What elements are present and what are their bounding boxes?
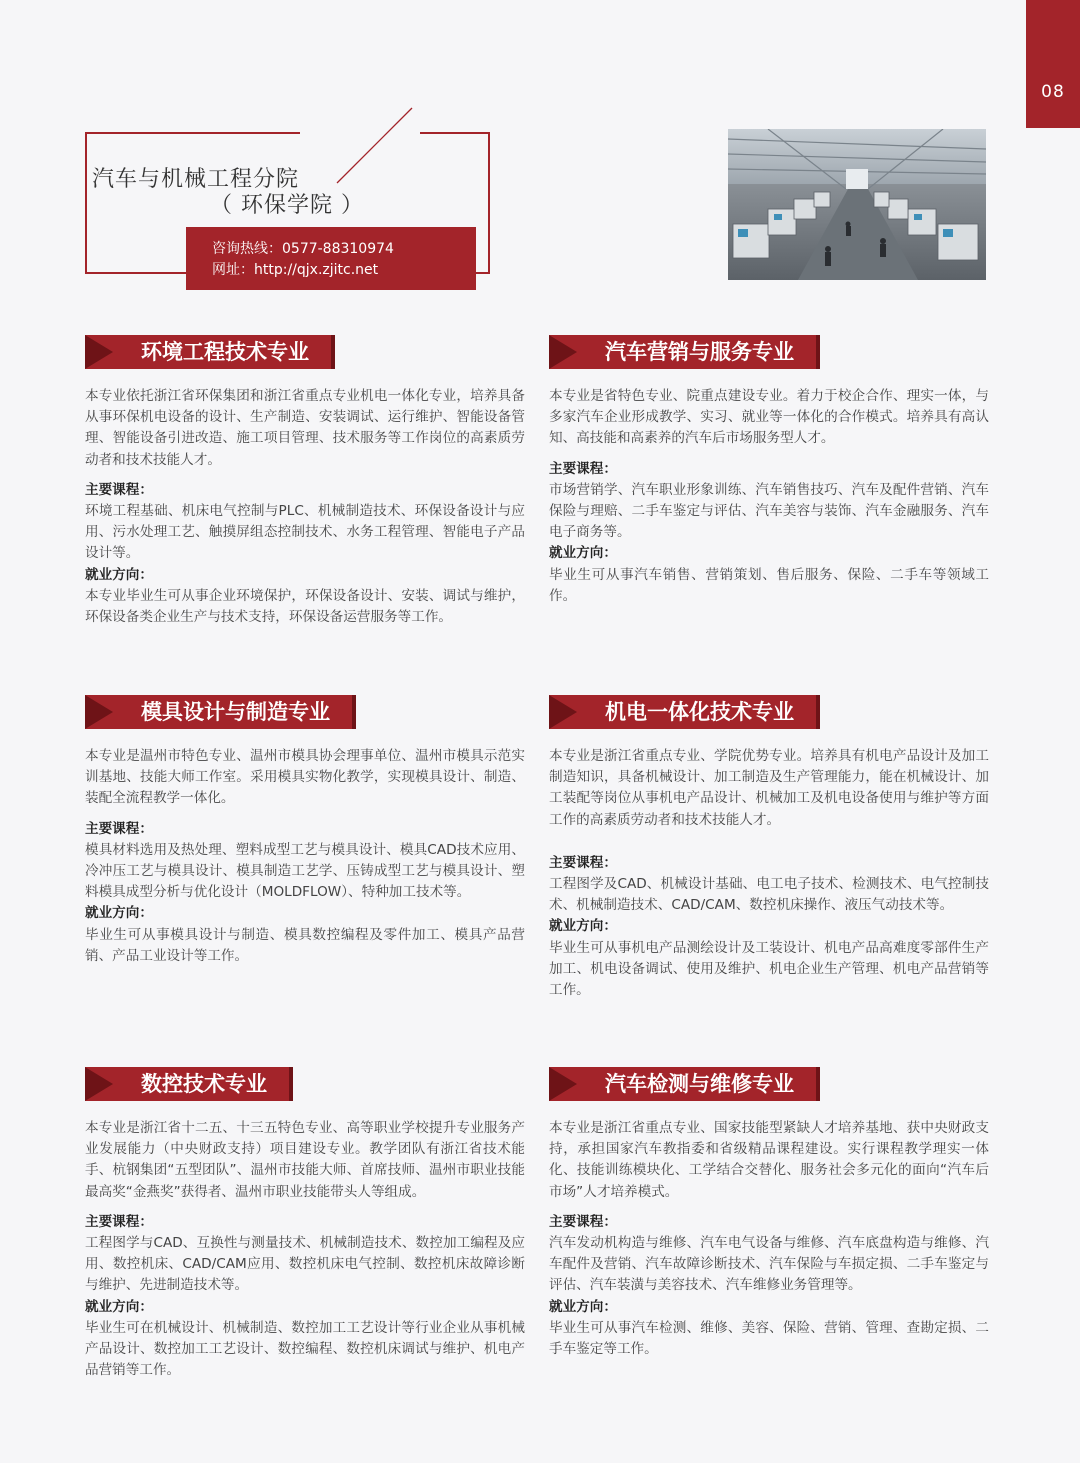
courses-label: 主要课程： [85, 820, 153, 837]
section-title: 环境工程技术专业 [121, 335, 333, 369]
career-label: 就业方向： [549, 918, 617, 935]
career-label: 就业方向： [85, 905, 153, 922]
section-title: 汽车检测与维修专业 [585, 1067, 818, 1101]
career-text: 本专业毕业生可从事企业环境保护，环保设备设计、安装、调试与维护，环保设备类企业生产与技术支持，环保设备运营服务等工作。 [85, 587, 525, 626]
courses-text: 市场营销学、汽车职业形象训练、汽车销售技巧、汽车及配件营销、汽车保险与理赔、二手车鉴定与评估、汽车美容与装饰、汽车金融服务、汽车电子商务等。 [549, 481, 989, 541]
courses-text: 工程图学及CAD、机械设计基础、电工电子技术、检测技术、电气控制技术、机械制造技术、CAD/CAM、数控机床操作、液压气动技术等。 [549, 876, 989, 914]
heading-ribbon-icon [85, 692, 125, 732]
career-text: 毕业生可在机械设计、机械制造、数控加工工艺设计等行业企业从事机械产品设计、数控加工工艺设计、数控编程、数控机床调试与维护、机电产品营销等工作。 [85, 1319, 525, 1379]
courses-label: 主要课程： [549, 1213, 617, 1230]
major-section-cnc [85, 1064, 525, 1381]
major-section-environmental [85, 332, 525, 628]
section-intro: 本专业依托浙江省环保集团和浙江省重点专业机电一体化专业，培养具备从事环保机电设备的设计、生产制造、安装调试、运行维护、智能设备管理、智能设备引进改造、施工项目管理、技术服务等工作岗位的高素质劳动者和技术技能人才。 [85, 388, 525, 468]
career-label: 就业方向： [549, 1298, 617, 1315]
heading-ribbon-icon [549, 332, 589, 372]
heading-ribbon-icon [85, 332, 125, 372]
heading-ribbon-icon [549, 692, 589, 732]
section-heading [549, 1064, 989, 1104]
career-text: 毕业生可从事机电产品测绘设计及工装设计、机电产品高难度零部件生产加工、机电设备调试、使用及维护、机电企业生产管理、机电产品营销等工作。 [549, 939, 989, 999]
section-intro: 本专业是省特色专业、院重点建设专业。着力于校企合作、理实一体，与多家汽车企业形成教学、实习、就业等一体化的合作模式。培养具有高认知、高技能和高素养的汽车后市场服务型人才。 [549, 388, 989, 447]
hotline: 咨询热线：0577-88310974 [212, 241, 394, 257]
courses-text: 工程图学与CAD、互换性与测量技术、机械制造技术、数控加工编程及应用、数控机床、CAD/CAM应用、数控机床电气控制、数控机床故障诊断与维护、先进制造技术等。 [85, 1235, 525, 1294]
courses-label: 主要课程： [85, 1213, 153, 1230]
department-title: 汽车与机械工程分院 [92, 167, 300, 192]
section-heading [549, 332, 989, 372]
courses-text: 模具材料选用及热处理、塑料成型工艺与模具设计、模具CAD技术应用、冷冲压工艺与模具设计、模具制造工艺学、压铸成型工艺与模具设计、塑料模具成型分析与优化设计（MOLDFLOW）、特种加工技术等。 [85, 841, 525, 901]
section-intro: 本专业是浙江省重点专业、国家技能型紧缺人才培养基地、获中央财政支持，承担国家汽车教指委和省级精品课程建设。实行课程教学理实一体化、技能训练模块化、工学结合交替化、服务社会多元化的面向“汽车后市场”人才培养模式。 [549, 1120, 989, 1200]
heading-ribbon-icon [85, 1064, 125, 1104]
heading-ribbon-icon [549, 1064, 589, 1104]
section-title: 机电一体化技术专业 [585, 695, 818, 729]
major-section-mold [85, 692, 525, 967]
courses-label: 主要课程： [549, 460, 617, 477]
section-heading [549, 692, 989, 732]
courses-text: 汽车发动机构造与维修、汽车电气设备与维修、汽车底盘构造与维修、汽车配件及营销、汽车故障诊断技术、汽车保险与车损定损、二手车鉴定与评估、汽车装潢与美容技术、汽车维修业务管理等。 [549, 1235, 989, 1294]
page-number: 08 [1041, 82, 1065, 102]
section-heading [85, 692, 525, 732]
header-frame-gap [300, 126, 420, 140]
workshop-photo [728, 129, 986, 280]
major-section-auto-repair [549, 1064, 989, 1360]
section-title: 汽车营销与服务专业 [585, 335, 818, 369]
courses-text: 环境工程基础、机床电气控制与PLC、机械制造技术、环保设备设计与应用、污水处理工艺、触摸屏组态控制技术、水务工程管理、智能电子产品设计等。 [85, 503, 525, 562]
department-subtitle: （ 环保学院 ） [210, 193, 364, 218]
career-label: 就业方向： [85, 566, 153, 583]
section-title: 模具设计与制造专业 [121, 695, 354, 729]
career-label: 就业方向： [549, 545, 617, 562]
courses-label: 主要课程： [549, 854, 617, 871]
section-heading [85, 1064, 525, 1104]
section-intro: 本专业是浙江省重点专业、学院优势专业。培养具有机电产品设计及加工制造知识，具备机械设计、加工制造及生产管理能力，能在机械设计、加工装配等岗位从事机电产品设计、机械加工及机电设备使用与维护等方面工作的高素质劳动者和技术技能人才。 [549, 748, 989, 828]
major-section-mechatronics [549, 692, 989, 1001]
major-section-auto-marketing [549, 332, 989, 607]
section-title: 数控技术专业 [121, 1067, 291, 1101]
contact-box [186, 227, 476, 290]
section-intro: 本专业是温州市特色专业、温州市模具协会理事单位、温州市模具示范实训基地、技能大师工作室。采用模具实物化教学，实现模具设计、制造、装配全流程教学一体化。 [85, 748, 525, 807]
section-intro: 本专业是浙江省十二五、十三五特色专业、高等职业学校提升专业服务产业发展能力（中央财政支持）项目建设专业。教学团队有浙江省技术能手、杭钢集团“五型团队”、温州市技能大师、首席技师、温州市职业技能最高奖“金燕奖”获得者、温州市职业技能带头人等组成。 [85, 1120, 525, 1200]
page-number-tab [1026, 0, 1080, 128]
website-link[interactable]: 网址：http://qjx.zjitc.net [212, 262, 379, 278]
career-text: 毕业生可从事模具设计与制造、模具数控编程及零件加工、模具产品营销、产品工业设计等工作。 [85, 926, 525, 964]
career-label: 就业方向： [85, 1298, 153, 1315]
career-text: 毕业生可从事汽车检测、维修、美容、保险、营销、管理、查勘定损、二手车鉴定等工作。 [549, 1319, 989, 1358]
section-heading [85, 332, 525, 372]
career-text: 毕业生可从事汽车销售、营销策划、售后服务、保险、二手车等领域工作。 [549, 566, 989, 604]
courses-label: 主要课程： [85, 481, 153, 498]
